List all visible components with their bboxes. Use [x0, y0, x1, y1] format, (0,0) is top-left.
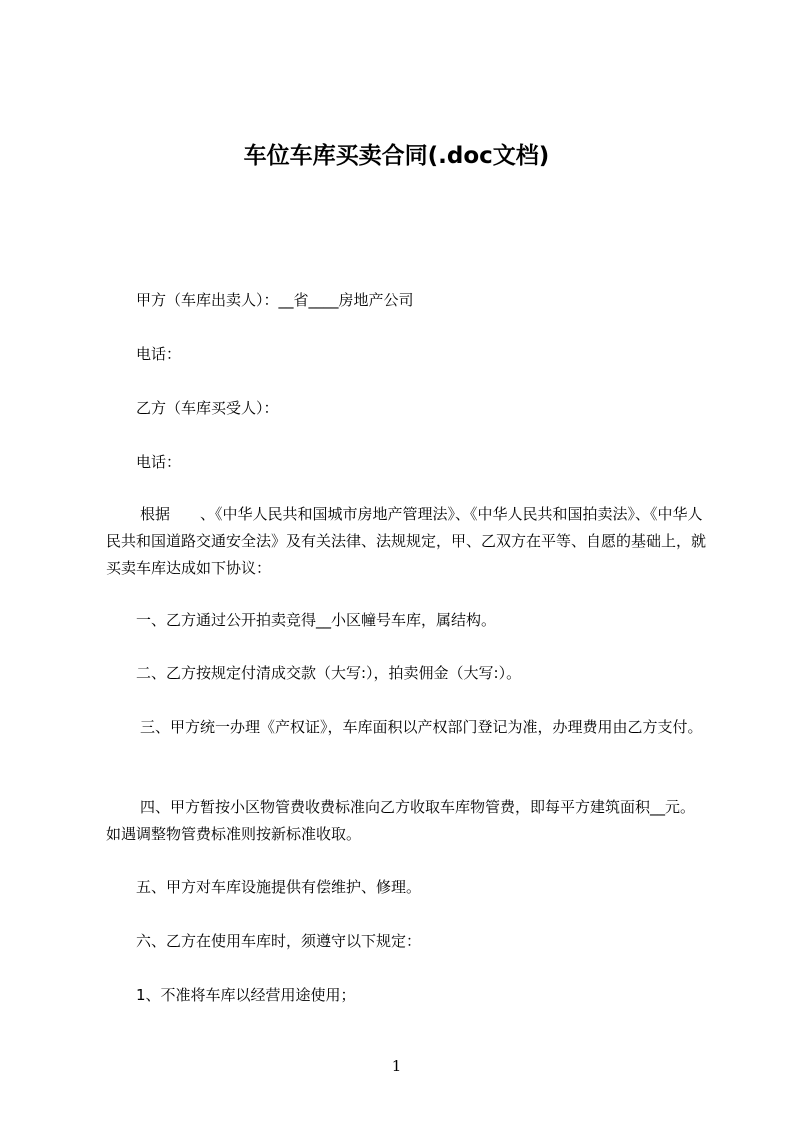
- clause-1: 一、乙方通过公开拍卖竞得__小区幢号车库，属结构。: [136, 611, 497, 629]
- page-number: 1: [391, 1057, 402, 1075]
- party-b-phone: 电话：: [136, 453, 182, 471]
- document-title: 车位车库买卖合同(.doc文档): [243, 143, 550, 169]
- basis-text: 、《中华人民共和国城市房地产管理法》、《中华人民共和国拍卖法》、《中华人民共和国道路交通安全法》及有关法律、法规规定，甲、乙双方在平等、自愿的基础上，就买卖车库达成如下协议：: [106, 505, 707, 577]
- basis-prefix: 根据: [140, 505, 171, 523]
- basis-paragraph: [106, 501, 706, 582]
- rule-1: 1、不准将车库以经营用途使用；: [136, 986, 356, 1004]
- clause-5: 五、甲方对车库设施提供有偿维护、修理。: [136, 878, 422, 896]
- clause-4: 四、甲方暂按小区物管费收费标准向乙方收取车库物管费，即每平方建筑面积__元。如遇调整物管费标准则按新标准收取。: [106, 798, 696, 843]
- party-b-line: 乙方（车库买受人）：: [136, 399, 279, 417]
- party-a-phone: 电话：: [136, 345, 182, 363]
- party-a-line: 甲方（车库出卖人）：__省____房地产公司: [136, 291, 414, 309]
- clause-3: 三、甲方统一办理《产权证》，车库面积以产权部门登记为准，办理费用由乙方支付。: [140, 718, 703, 736]
- clause-2: 二、乙方按规定付清成交款（大写:），拍卖佣金（大写:）。: [136, 664, 522, 682]
- clause-6: 六、乙方在使用车库时，须遵守以下规定：: [136, 932, 422, 950]
